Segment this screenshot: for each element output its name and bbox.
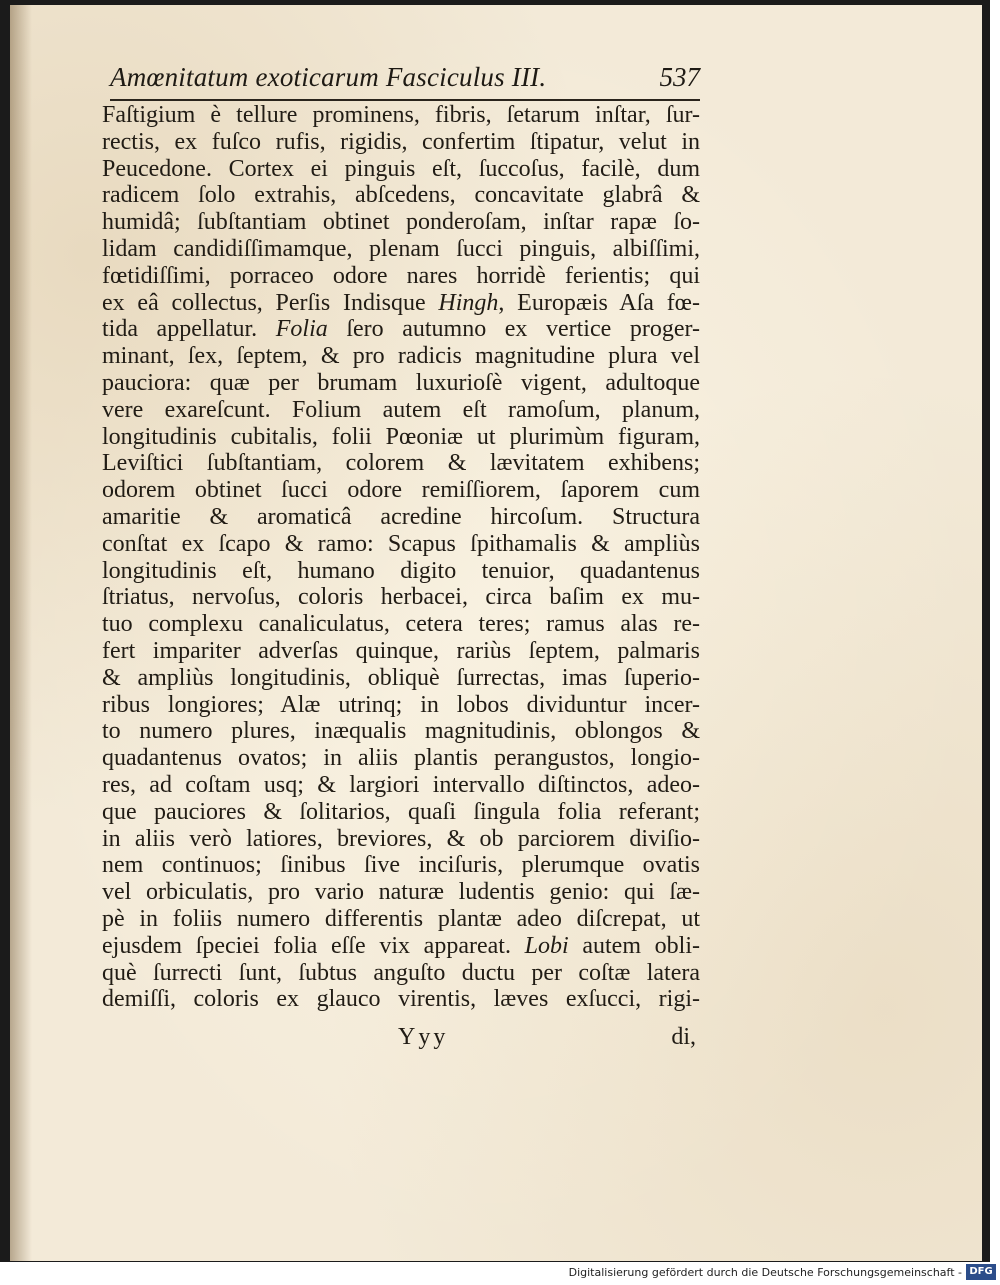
italic-term: Lobi [524, 932, 569, 959]
italic-term: Hingh [438, 289, 499, 316]
text-line: vel orbiculatis, pro vario naturæ ludentis genio: qui ſæ- [102, 879, 700, 906]
text-line: & ampliùs longitudinis, obliquè ſurrectas, imas ſuperio- [102, 664, 700, 691]
text-line: res, ad coſtam usq; & largiori intervallo diſtinctos, adeo- [102, 771, 700, 798]
text-line: longitudinis eſt, humano digito tenuior, quadantenus [102, 557, 700, 584]
head-rule [110, 99, 700, 101]
text-line: pè in foliis numero differentis plantæ adeo diſcrepat, ut [102, 905, 700, 932]
text-line: radicem ſolo extrahis, abſcedens, concavitate glabrâ & [102, 182, 700, 209]
text-line: demiſſi, coloris ex glauco virentis, læves exſucci, rigi- [102, 986, 700, 1013]
text-line: Peucedone. Cortex ei pinguis eſt, ſuccoſus, facilè, dum [102, 155, 700, 182]
text-line: longitudinis cubitalis, folii Pœoniæ ut plurimùm figuram, [102, 423, 700, 450]
text-line: pauciora: quæ per brumam luxurioſè vigent, adultoque [102, 369, 700, 396]
signature-mark: Yyy [398, 1024, 449, 1050]
text-line: fœtidiſſimi, porraceo odore nares horridè ferientis; qui [102, 262, 700, 289]
text-line: Faſtigium è tellure prominens, fibris, ſetarum inſtar, ſur- [102, 102, 700, 128]
text-line: nem continuos; ſinibus ſive inciſuris, plerumque ovatis [102, 852, 700, 879]
gutter-shadow [10, 5, 32, 1261]
text-line: fert impariter adverſas quinque, rariùs ſeptem, palmaris [102, 637, 700, 664]
text-line: in aliis verò latiores, breviores, & ob parciorem diviſio- [102, 825, 700, 852]
text-line: què ſurrecti ſunt, ſubtus anguſto ductu per coſtæ latera [102, 959, 700, 986]
page-number: 537 [659, 62, 700, 92]
italic-term: Folia [275, 316, 328, 343]
text-line: quadantenus ovatos; in aliis plantis perangustos, longio- [102, 745, 700, 772]
running-head [110, 62, 700, 96]
text-line: que pauciores & ſolitarios, quaſi ſingula folia referant; [102, 798, 700, 825]
catchword: di, [671, 1024, 696, 1050]
text-line: vere exareſcunt. Folium autem eſt ramoſum, planum, [102, 396, 700, 423]
digitization-credit: Digitalisierung gefördert durch die Deutsche Forschungsgemeinschaft - [568, 1266, 962, 1279]
running-title: Amœnitatum exoticarum Fasciculus III. [110, 62, 547, 92]
text-line: humidâ; ſubſtantiam obtinet ponderoſam, inſtar rapæ ſo- [102, 209, 700, 236]
text-line: tida appellatur. Folia ſero autumno ex vertice proger- [102, 316, 700, 343]
text-line: to numero plures, inæqualis magnitudinis, oblongos & [102, 718, 700, 745]
text-line: tuo complexu canaliculatus, cetera teres; ramus alas re- [102, 611, 700, 638]
dfg-logo: DFG [966, 1264, 996, 1280]
text-line: lidam candidiſſimamque, plenam ſucci pinguis, albiſſimi, [102, 235, 700, 262]
text-line: conſtat ex ſcapo & ramo: Scapus ſpithamalis & ampliùs [102, 530, 700, 557]
text-line: ejusdem ſpeciei folia eſſe vix appareat. Lobi autem obli- [102, 932, 701, 959]
page-foot [102, 1024, 700, 1054]
text-line: ſtriatus, nervoſus, coloris herbacei, circa baſim ex mu- [102, 584, 700, 611]
text-line: Leviſtici ſubſtantiam, colorem & lævitatem exhibens; [102, 450, 700, 477]
text-line: ex eâ collectus, Perſis Indisque Hingh, Europæis Aſa fœ- [102, 289, 701, 316]
text-line: odorem obtinet ſucci odore remiſſiorem, ſaporem cum [102, 477, 700, 504]
text-line: ribus longiores; Alæ utrinq; in lobos dividuntur incer- [102, 691, 700, 718]
text-line: rectis, ex fuſco rufis, rigidis, confertim ſtipatur, velut in [102, 128, 700, 155]
body-text [102, 102, 700, 1013]
text-line: minant, ſex, ſeptem, & pro radicis magnitudine plura vel [102, 343, 700, 370]
text-line: amaritie & aromaticâ acredine hircoſum. Structura [102, 503, 700, 530]
